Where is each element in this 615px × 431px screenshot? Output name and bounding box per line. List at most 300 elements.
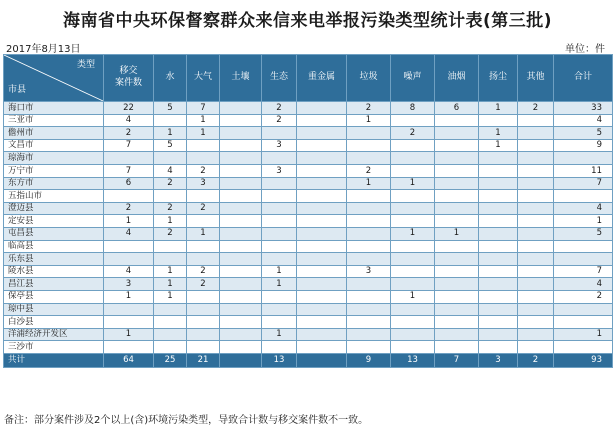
city-name-cell: 洋浦经济开发区 bbox=[4, 328, 104, 341]
count-cell bbox=[347, 290, 391, 303]
count-cell bbox=[479, 114, 518, 127]
count-cell: 2 bbox=[104, 127, 154, 140]
count-cell bbox=[518, 215, 554, 228]
count-cell bbox=[435, 341, 479, 354]
table-row bbox=[4, 316, 613, 329]
count-cell: 3 bbox=[262, 164, 297, 177]
count-cell bbox=[262, 253, 297, 266]
table-row bbox=[4, 303, 613, 316]
city-name-cell: 临高县 bbox=[4, 240, 104, 253]
count-cell: 22 bbox=[104, 102, 154, 115]
count-cell bbox=[220, 202, 262, 215]
count-cell: 1 bbox=[154, 278, 187, 291]
count-cell: 2 bbox=[104, 202, 154, 215]
count-cell bbox=[187, 139, 220, 152]
count-cell: 1 bbox=[479, 127, 518, 140]
count-cell bbox=[554, 190, 613, 203]
count-cell bbox=[479, 341, 518, 354]
count-cell bbox=[220, 227, 262, 240]
count-cell: 1 bbox=[154, 215, 187, 228]
total-label-cell: 共计 bbox=[4, 353, 104, 367]
count-cell bbox=[220, 265, 262, 278]
count-cell bbox=[435, 114, 479, 127]
table-row bbox=[4, 139, 613, 152]
count-cell bbox=[479, 278, 518, 291]
count-cell bbox=[554, 152, 613, 165]
count-cell bbox=[479, 190, 518, 203]
table-row bbox=[4, 265, 613, 278]
count-cell bbox=[391, 215, 435, 228]
total-count-cell: 3 bbox=[479, 353, 518, 367]
count-cell: 9 bbox=[554, 139, 613, 152]
table-row bbox=[4, 341, 613, 354]
footnote: 备注：部分案件涉及2个以上(含)环境污染类型，导致合计数与移交案件数不一致。 bbox=[4, 415, 369, 426]
table-row bbox=[4, 202, 613, 215]
count-cell: 1 bbox=[479, 102, 518, 115]
count-cell bbox=[479, 215, 518, 228]
table-row bbox=[4, 253, 613, 266]
column-header: 扬尘 bbox=[479, 55, 518, 102]
count-cell bbox=[518, 290, 554, 303]
count-cell bbox=[554, 253, 613, 266]
count-cell bbox=[435, 139, 479, 152]
count-cell bbox=[220, 316, 262, 329]
city-name-cell: 定安县 bbox=[4, 215, 104, 228]
count-cell: 2 bbox=[187, 164, 220, 177]
count-cell bbox=[220, 253, 262, 266]
count-cell bbox=[435, 152, 479, 165]
count-cell bbox=[518, 127, 554, 140]
count-cell bbox=[220, 215, 262, 228]
count-cell bbox=[518, 341, 554, 354]
city-name-cell: 五指山市 bbox=[4, 190, 104, 203]
count-cell: 2 bbox=[518, 102, 554, 115]
count-cell bbox=[391, 152, 435, 165]
count-cell bbox=[435, 303, 479, 316]
count-cell bbox=[297, 215, 347, 228]
count-cell bbox=[391, 278, 435, 291]
count-cell bbox=[154, 328, 187, 341]
city-name-cell: 白沙县 bbox=[4, 316, 104, 329]
count-cell bbox=[154, 253, 187, 266]
corner-type-label: 类型 bbox=[76, 60, 95, 70]
count-cell: 33 bbox=[554, 102, 613, 115]
page-title: 海南省中央环保督察群众来信来电举报污染类型统计表(第三批) bbox=[62, 11, 553, 31]
total-count-cell: 13 bbox=[391, 353, 435, 367]
count-cell: 1 bbox=[554, 328, 613, 341]
count-cell: 6 bbox=[104, 177, 154, 190]
count-cell bbox=[391, 341, 435, 354]
city-name-cell: 琼海市 bbox=[4, 152, 104, 165]
count-cell bbox=[104, 341, 154, 354]
count-cell bbox=[262, 341, 297, 354]
count-cell bbox=[347, 215, 391, 228]
count-cell bbox=[262, 177, 297, 190]
count-cell: 1 bbox=[479, 139, 518, 152]
table-row bbox=[4, 227, 613, 240]
count-cell bbox=[297, 114, 347, 127]
count-cell bbox=[518, 114, 554, 127]
count-cell bbox=[554, 316, 613, 329]
corner-city-label: 市县 bbox=[8, 85, 27, 95]
count-cell bbox=[435, 265, 479, 278]
count-cell bbox=[479, 152, 518, 165]
count-cell: 3 bbox=[187, 177, 220, 190]
table-row bbox=[4, 102, 613, 115]
count-cell: 4 bbox=[554, 202, 613, 215]
city-name-cell: 昌江县 bbox=[4, 278, 104, 291]
table-row bbox=[4, 190, 613, 203]
count-cell bbox=[347, 227, 391, 240]
count-cell: 2 bbox=[347, 102, 391, 115]
count-cell: 2 bbox=[262, 114, 297, 127]
count-cell bbox=[262, 316, 297, 329]
count-cell: 7 bbox=[104, 164, 154, 177]
count-cell: 3 bbox=[347, 265, 391, 278]
count-cell bbox=[479, 164, 518, 177]
count-cell: 1 bbox=[347, 114, 391, 127]
table-row bbox=[4, 114, 613, 127]
report-date: 2017年8月13日 bbox=[6, 44, 81, 55]
count-cell bbox=[435, 240, 479, 253]
total-count-cell: 25 bbox=[154, 353, 187, 367]
count-cell bbox=[435, 164, 479, 177]
count-cell bbox=[187, 240, 220, 253]
count-cell bbox=[220, 164, 262, 177]
statistics-table bbox=[3, 54, 613, 368]
count-cell: 4 bbox=[104, 227, 154, 240]
count-cell bbox=[435, 290, 479, 303]
column-header: 土壤 bbox=[220, 55, 262, 102]
city-name-cell: 三沙市 bbox=[4, 341, 104, 354]
count-cell: 4 bbox=[154, 164, 187, 177]
count-cell bbox=[518, 253, 554, 266]
count-cell: 2 bbox=[187, 265, 220, 278]
count-cell bbox=[104, 152, 154, 165]
count-cell: 1 bbox=[154, 265, 187, 278]
count-cell: 2 bbox=[554, 290, 613, 303]
count-cell bbox=[518, 190, 554, 203]
count-cell bbox=[297, 328, 347, 341]
count-cell: 1 bbox=[154, 290, 187, 303]
column-header: 油烟 bbox=[435, 55, 479, 102]
count-cell bbox=[262, 303, 297, 316]
count-cell bbox=[435, 202, 479, 215]
count-cell bbox=[220, 139, 262, 152]
count-cell bbox=[104, 316, 154, 329]
count-cell: 1 bbox=[435, 227, 479, 240]
count-cell bbox=[479, 177, 518, 190]
count-cell: 8 bbox=[391, 102, 435, 115]
count-cell: 2 bbox=[154, 177, 187, 190]
count-cell bbox=[297, 152, 347, 165]
count-cell: 2 bbox=[347, 164, 391, 177]
count-cell bbox=[518, 177, 554, 190]
count-cell bbox=[104, 190, 154, 203]
count-cell bbox=[187, 303, 220, 316]
count-cell bbox=[297, 316, 347, 329]
count-cell: 5 bbox=[154, 139, 187, 152]
table-row bbox=[4, 152, 613, 165]
count-cell bbox=[220, 127, 262, 140]
count-cell bbox=[435, 190, 479, 203]
count-cell bbox=[220, 278, 262, 291]
count-cell bbox=[297, 190, 347, 203]
count-cell bbox=[297, 227, 347, 240]
count-cell: 7 bbox=[187, 102, 220, 115]
count-cell bbox=[262, 240, 297, 253]
table-row bbox=[4, 278, 613, 291]
total-count-cell bbox=[220, 353, 262, 367]
count-cell bbox=[297, 303, 347, 316]
count-cell bbox=[435, 316, 479, 329]
count-cell bbox=[518, 227, 554, 240]
table-row bbox=[4, 240, 613, 253]
count-cell: 2 bbox=[262, 102, 297, 115]
count-cell bbox=[187, 253, 220, 266]
count-cell bbox=[220, 177, 262, 190]
count-cell: 1 bbox=[104, 215, 154, 228]
count-cell bbox=[479, 265, 518, 278]
count-cell: 2 bbox=[391, 127, 435, 140]
count-cell bbox=[518, 164, 554, 177]
count-cell bbox=[347, 202, 391, 215]
column-header: 合计 bbox=[554, 55, 613, 102]
city-name-cell: 保亭县 bbox=[4, 290, 104, 303]
count-cell bbox=[297, 202, 347, 215]
count-cell bbox=[391, 253, 435, 266]
count-cell bbox=[435, 328, 479, 341]
count-cell bbox=[262, 290, 297, 303]
count-cell bbox=[479, 253, 518, 266]
count-cell bbox=[435, 127, 479, 140]
count-cell bbox=[104, 240, 154, 253]
count-cell bbox=[187, 328, 220, 341]
count-cell: 1 bbox=[347, 177, 391, 190]
count-cell bbox=[479, 290, 518, 303]
count-cell bbox=[297, 240, 347, 253]
city-name-cell: 陵水县 bbox=[4, 265, 104, 278]
count-cell bbox=[347, 139, 391, 152]
count-cell bbox=[187, 152, 220, 165]
count-cell bbox=[187, 316, 220, 329]
count-cell bbox=[297, 102, 347, 115]
count-cell bbox=[347, 303, 391, 316]
count-cell bbox=[435, 177, 479, 190]
count-cell bbox=[347, 152, 391, 165]
count-cell bbox=[104, 253, 154, 266]
column-header: 重金属 bbox=[297, 55, 347, 102]
count-cell bbox=[347, 341, 391, 354]
count-cell bbox=[297, 341, 347, 354]
city-name-cell: 东方市 bbox=[4, 177, 104, 190]
count-cell bbox=[479, 303, 518, 316]
count-cell bbox=[391, 202, 435, 215]
count-cell bbox=[347, 127, 391, 140]
column-header: 噪声 bbox=[391, 55, 435, 102]
column-header: 生态 bbox=[262, 55, 297, 102]
count-cell: 7 bbox=[104, 139, 154, 152]
count-cell bbox=[391, 190, 435, 203]
total-row bbox=[4, 353, 613, 367]
count-cell bbox=[220, 102, 262, 115]
count-cell bbox=[518, 152, 554, 165]
count-cell bbox=[262, 215, 297, 228]
table-row bbox=[4, 164, 613, 177]
city-name-cell: 万宁市 bbox=[4, 164, 104, 177]
table-row bbox=[4, 127, 613, 140]
count-cell bbox=[435, 253, 479, 266]
count-cell bbox=[391, 114, 435, 127]
count-cell bbox=[435, 215, 479, 228]
count-cell bbox=[187, 290, 220, 303]
count-cell: 5 bbox=[554, 227, 613, 240]
count-cell bbox=[479, 328, 518, 341]
count-cell bbox=[154, 240, 187, 253]
count-cell: 2 bbox=[154, 227, 187, 240]
count-cell: 2 bbox=[187, 202, 220, 215]
count-cell: 1 bbox=[187, 227, 220, 240]
table-row bbox=[4, 177, 613, 190]
total-count-cell: 13 bbox=[262, 353, 297, 367]
count-cell bbox=[154, 152, 187, 165]
count-cell bbox=[297, 164, 347, 177]
count-cell: 4 bbox=[554, 114, 613, 127]
count-cell bbox=[391, 265, 435, 278]
unit-label: 单位：件 bbox=[565, 44, 605, 55]
count-cell: 7 bbox=[554, 265, 613, 278]
count-cell bbox=[297, 253, 347, 266]
count-cell bbox=[262, 190, 297, 203]
count-cell bbox=[297, 139, 347, 152]
city-name-cell: 三亚市 bbox=[4, 114, 104, 127]
count-cell bbox=[554, 240, 613, 253]
count-cell: 1 bbox=[154, 127, 187, 140]
count-cell bbox=[154, 316, 187, 329]
count-cell: 1 bbox=[391, 227, 435, 240]
table-row bbox=[4, 290, 613, 303]
count-cell: 2 bbox=[187, 278, 220, 291]
total-count-cell: 2 bbox=[518, 353, 554, 367]
count-cell bbox=[391, 164, 435, 177]
count-cell bbox=[391, 328, 435, 341]
total-count-cell bbox=[297, 353, 347, 367]
corner-header bbox=[4, 55, 104, 102]
count-cell: 1 bbox=[262, 278, 297, 291]
count-cell: 7 bbox=[554, 177, 613, 190]
count-cell: 1 bbox=[554, 215, 613, 228]
column-header: 水 bbox=[154, 55, 187, 102]
column-header: 其他 bbox=[518, 55, 554, 102]
count-cell bbox=[479, 202, 518, 215]
column-header: 垃圾 bbox=[347, 55, 391, 102]
count-cell bbox=[187, 341, 220, 354]
count-cell: 1 bbox=[187, 114, 220, 127]
count-cell bbox=[518, 265, 554, 278]
count-cell bbox=[347, 190, 391, 203]
city-name-cell: 澄迈县 bbox=[4, 202, 104, 215]
count-cell bbox=[220, 328, 262, 341]
total-count-cell: 7 bbox=[435, 353, 479, 367]
count-cell: 4 bbox=[104, 114, 154, 127]
total-count-cell: 21 bbox=[187, 353, 220, 367]
column-header: 移交 案件数 bbox=[104, 55, 154, 102]
count-cell bbox=[154, 114, 187, 127]
city-name-cell: 琼中县 bbox=[4, 303, 104, 316]
count-cell: 4 bbox=[104, 265, 154, 278]
count-cell: 1 bbox=[104, 290, 154, 303]
count-cell: 1 bbox=[187, 127, 220, 140]
count-cell bbox=[479, 240, 518, 253]
header-row bbox=[4, 55, 613, 102]
count-cell bbox=[220, 290, 262, 303]
count-cell bbox=[297, 177, 347, 190]
total-count-cell: 64 bbox=[104, 353, 154, 367]
count-cell bbox=[518, 328, 554, 341]
count-cell bbox=[518, 202, 554, 215]
count-cell bbox=[518, 278, 554, 291]
count-cell bbox=[518, 316, 554, 329]
count-cell: 1 bbox=[391, 290, 435, 303]
count-cell bbox=[554, 341, 613, 354]
count-cell bbox=[347, 253, 391, 266]
table-row bbox=[4, 328, 613, 341]
count-cell: 4 bbox=[554, 278, 613, 291]
count-cell bbox=[518, 303, 554, 316]
count-cell bbox=[391, 139, 435, 152]
count-cell bbox=[220, 190, 262, 203]
count-cell bbox=[262, 227, 297, 240]
count-cell bbox=[297, 278, 347, 291]
count-cell bbox=[347, 278, 391, 291]
count-cell: 3 bbox=[262, 139, 297, 152]
city-name-cell: 儋州市 bbox=[4, 127, 104, 140]
total-count-cell: 9 bbox=[347, 353, 391, 367]
count-cell bbox=[220, 114, 262, 127]
count-cell bbox=[297, 265, 347, 278]
count-cell bbox=[391, 316, 435, 329]
count-cell bbox=[262, 152, 297, 165]
count-cell bbox=[262, 127, 297, 140]
count-cell bbox=[220, 240, 262, 253]
count-cell: 2 bbox=[154, 202, 187, 215]
count-cell: 1 bbox=[262, 328, 297, 341]
count-cell bbox=[347, 316, 391, 329]
count-cell bbox=[435, 278, 479, 291]
city-name-cell: 乐东县 bbox=[4, 253, 104, 266]
count-cell bbox=[154, 190, 187, 203]
count-cell bbox=[154, 303, 187, 316]
count-cell bbox=[220, 152, 262, 165]
table-row bbox=[4, 215, 613, 228]
count-cell bbox=[347, 240, 391, 253]
count-cell bbox=[297, 127, 347, 140]
count-cell bbox=[220, 303, 262, 316]
count-cell bbox=[187, 215, 220, 228]
count-cell bbox=[554, 303, 613, 316]
count-cell bbox=[479, 227, 518, 240]
count-cell: 5 bbox=[554, 127, 613, 140]
count-cell: 1 bbox=[262, 265, 297, 278]
count-cell bbox=[518, 139, 554, 152]
city-name-cell: 文昌市 bbox=[4, 139, 104, 152]
count-cell bbox=[104, 303, 154, 316]
total-count-cell: 93 bbox=[554, 353, 613, 367]
count-cell bbox=[391, 240, 435, 253]
count-cell bbox=[187, 190, 220, 203]
count-cell bbox=[220, 341, 262, 354]
city-name-cell: 海口市 bbox=[4, 102, 104, 115]
